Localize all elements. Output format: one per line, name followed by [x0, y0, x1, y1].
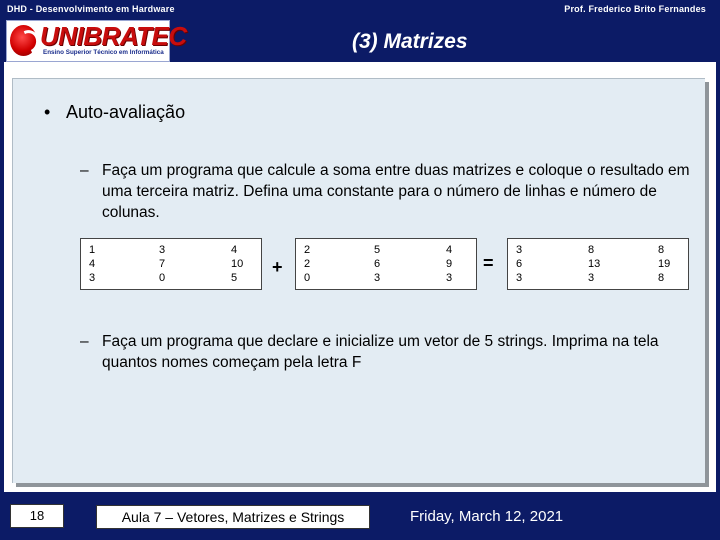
- professor-name: Prof. Frederico Brito Fernandes: [564, 4, 706, 14]
- page-number: 18: [10, 504, 64, 528]
- matrix-cell: 6: [374, 258, 381, 270]
- logo-emblem-icon: [10, 25, 37, 56]
- course-name: DHD - Desenvolvimento em Hardware: [7, 4, 175, 14]
- matrix-cell: 4: [89, 258, 96, 270]
- matrix-cell: 4: [231, 244, 238, 256]
- matrix-cell: 0: [159, 272, 166, 284]
- matrix-cell: 6: [516, 258, 523, 270]
- matrix-cell: 3: [446, 272, 453, 284]
- matrix-cell: 8: [588, 244, 595, 256]
- bullet-text: Auto-avaliação: [66, 102, 186, 122]
- matrix-a: [80, 238, 262, 290]
- matrix-cell: 3: [159, 244, 166, 256]
- equals-sign: =: [483, 253, 494, 273]
- matrix-cell: 3: [89, 272, 96, 284]
- matrix-cell: 8: [658, 272, 665, 284]
- dash-icon: –: [80, 333, 89, 350]
- matrix-cell: 2: [304, 244, 311, 256]
- matrix-c: [507, 238, 689, 290]
- slide-title: (3) Matrizes: [352, 30, 468, 53]
- exercise-text-2: Faça um programa que declare e inicialize um vetor de 5 strings. Imprima na tela quantos nomes começam pela letra F: [102, 333, 659, 371]
- matrix-cell: 0: [304, 272, 311, 284]
- dash-icon: –: [80, 162, 89, 179]
- matrix-b: [295, 238, 477, 290]
- matrix-cell: 5: [231, 272, 238, 284]
- matrix-cell: 10: [231, 258, 244, 270]
- slide-date: Friday, March 12, 2021: [410, 508, 564, 525]
- matrix-cell: 4: [446, 244, 453, 256]
- matrix-cell: 7: [159, 258, 166, 270]
- matrix-cell: 19: [658, 258, 671, 270]
- exercise-item-2: [80, 331, 690, 373]
- logo-wordmark: UNIBRATEC: [40, 21, 187, 51]
- matrix-cell: 8: [658, 244, 665, 256]
- bullet-icon: •: [44, 102, 51, 122]
- matrix-cell: 13: [588, 258, 601, 270]
- matrix-cell: 3: [516, 244, 523, 256]
- matrix-cell: 3: [588, 272, 595, 284]
- logo-tagline: Ensino Superior Técnico em Informática: [43, 49, 164, 56]
- matrix-cell: 3: [374, 272, 381, 284]
- matrix-cell: 5: [374, 244, 381, 256]
- exercise-text-1: Faça um programa que calcule a soma entre duas matrizes e coloque o resultado em uma terceira matriz. Defina uma constante para o número de linhas e número de colunas.: [102, 162, 690, 221]
- unibratec-logo: [6, 20, 187, 62]
- top-strip: [0, 0, 720, 20]
- matrix-cell: 2: [304, 258, 311, 270]
- matrix-cell: 9: [446, 258, 453, 270]
- plus-sign: +: [272, 257, 283, 277]
- matrix-cell: 3: [516, 272, 523, 284]
- exercise-item-1: [80, 160, 690, 223]
- matrix-cell: 1: [89, 244, 96, 256]
- lecture-title: Aula 7 – Vetores, Matrizes e Strings: [96, 505, 370, 529]
- bullet-self-assessment: [44, 102, 185, 123]
